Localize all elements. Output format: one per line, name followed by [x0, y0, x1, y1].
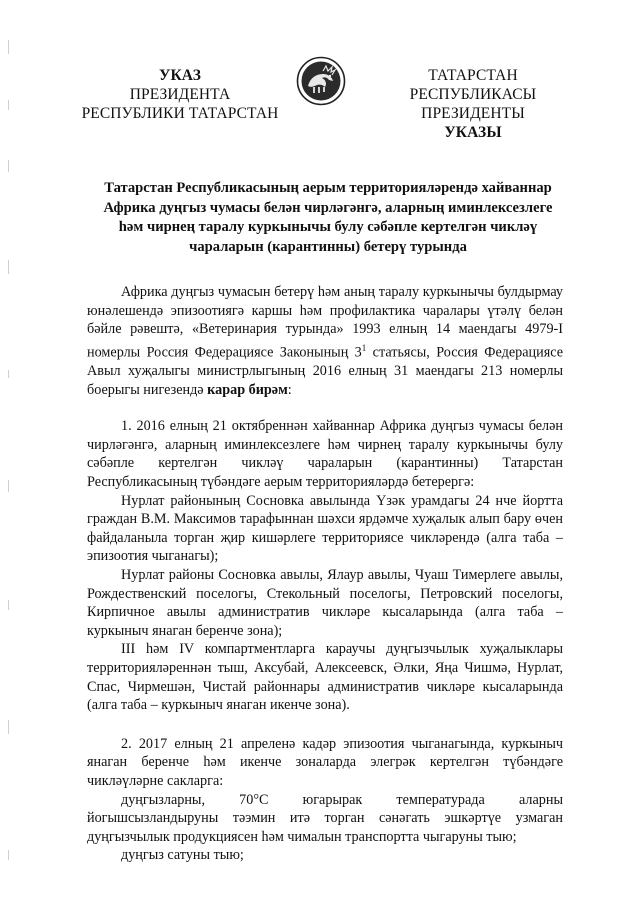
left-margin-marks	[8, 0, 14, 905]
header-left-line1: УКАЗ	[158, 67, 201, 84]
header-left-block	[80, 66, 280, 123]
header-right-line3: УКАЗЫ	[444, 124, 502, 141]
document-body	[87, 283, 563, 865]
paragraph-1a: Нурлат районының Сосновка авылында Үзәк урамдагы 24 нче йортта граждан В.М. Максимов тарафыннан шәхси ярдәмче хуҗалык алып бару өчен файдаланыла торган җир кишәрлеге территориясе чикләрендә (алга таба – эпизоотия чыганагы);	[87, 492, 563, 565]
paragraph-1c: III һәм IV компартментларга караучы дуңгызчылык хуҗалыклары территорияләреннән тыш, Аксубай, Алексеевск, Әлки, Яңа Чишмә, Нурлат, Спас, Чирмешән, Чистай районнары административ чикләре кысаларында (алга таба – куркыныч янаган икенче зона).	[87, 641, 563, 714]
intro-text-rest: статьясы, Россия Федерациясе Авыл хуҗалыгы министрлыгының 2016 елның 31 маендагы 213 номерлы боерыгы нигезендә	[87, 344, 563, 398]
paragraph-2: 2. 2017 елның 21 апреленә кадәр эпизоотия чыганагында, куркыныч янаган беренче һәм икенче зоналарда элегрәк кертелгән түбәндәге чикләүләрне сакларга:	[87, 735, 563, 789]
document-title: Татарстан Республикасының аерым территорияләрендә хайваннар Африка дуңгыз чумасы белән чирләгәнгә, аларның иминлексезлеге һәм чирнең таралу куркынычы булу сәбәпле кертелгән чикләү чараларын (карантинны) бетерү турында	[103, 180, 553, 255]
header-left-line3: РЕСПУБЛИКИ ТАТАРСТАН	[81, 105, 279, 122]
paragraph-1b: Нурлат районы Сосновка авылы, Ялаур авылы, Чуаш Тимерлеге авылы, Рождественский поселогы, Стекольный поселогы, Петровский поселогы, Кирпичное авылы административ чикләре кысаларында (алга таба – куркыныч янаган беренче зона);	[87, 567, 563, 639]
paragraph-2b: дуңгыз сатуны тыю;	[121, 847, 244, 864]
paragraph-2a: дуңгызларны, 70°С югарырак температурада аларны йогышсызландыруны тәэмин итә торган сәнәгать эшкәртүе узмаган дуңгызчылык продукциясен һәм чималын транспортта чыгаруны тыю;	[87, 791, 563, 845]
intro-end: :	[287, 381, 292, 398]
header-right-line1: ТАТАРСТАН РЕСПУБЛИКАСЫ	[409, 67, 537, 103]
intro-decree-phrase: карар бирәм	[207, 381, 288, 398]
intro-text: Африка дуңгыз чумасын бетерү һәм аның таралу куркынычы булдырмау юнәлешендә эпизоотиягә каршы һәм профилактика чаралары үтәлү белән бәйле рәвештә, «Ветеринария турында» 1993 елның 14 маендагы 4979-I номерлы Россия Федерациясе Законының 3	[87, 284, 563, 361]
paragraph-1: 1. 2016 елның 21 октябреннән хайваннар Африка дуңгыз чумасы белән чирләгәнгә, аларның иминлексезлеге һәм чирнең таралу куркынычы булу сәбәпле кертелгән чикләү чараларын (карантинны) Татарстан Республикасының түбәндәге аерым территорияләрдә бетерергә:	[87, 418, 563, 491]
intro-superscript: 1	[361, 342, 367, 353]
intro-paragraph	[87, 283, 563, 399]
header-right-line2: ПРЕЗИДЕНТЫ	[421, 105, 525, 122]
header-left-line2: ПРЕЗИДЕНТА	[129, 86, 231, 103]
header-right-block	[366, 66, 580, 142]
coat-of-arms-icon	[296, 56, 346, 106]
